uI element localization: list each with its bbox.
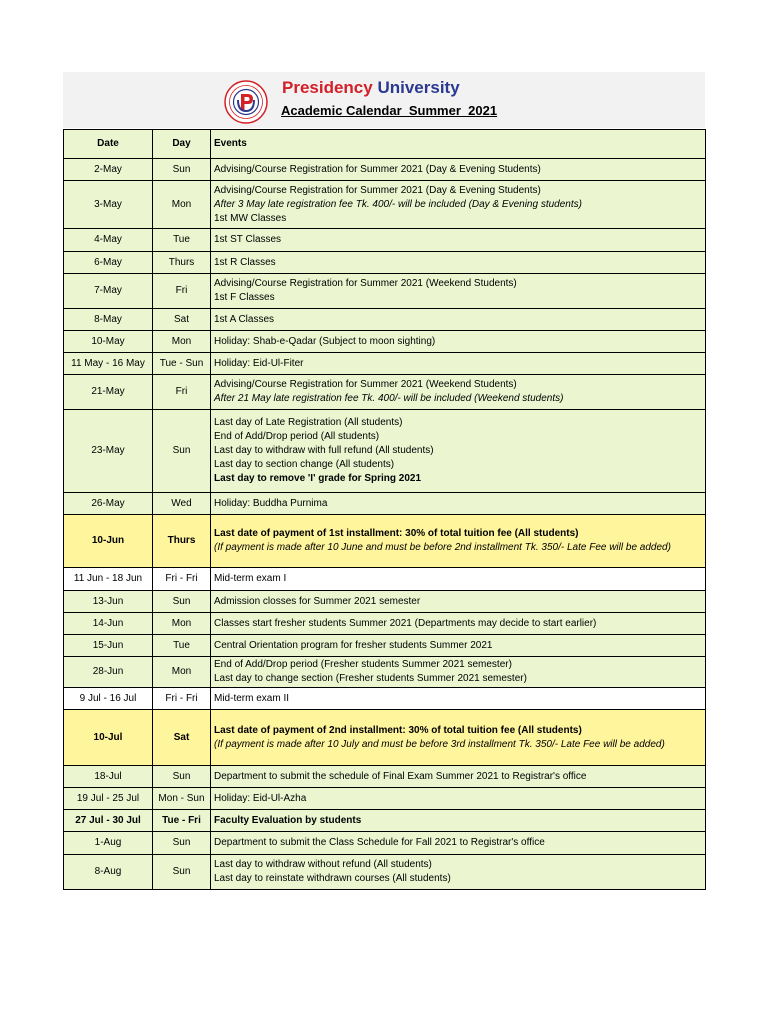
event-line: 1st ST Classes bbox=[214, 234, 282, 245]
event-line: Mid-term exam II bbox=[214, 692, 290, 704]
row-events bbox=[211, 766, 706, 788]
row-date: 11 Jun - 18 Jun bbox=[64, 568, 153, 591]
university-name bbox=[282, 78, 460, 98]
table-row bbox=[64, 274, 706, 309]
row-day: Tue - Sun bbox=[153, 353, 211, 375]
row-date: 10-Jul bbox=[64, 710, 153, 766]
column-header-day: Day bbox=[153, 130, 211, 159]
row-events bbox=[211, 688, 706, 710]
row-day: Fri bbox=[153, 274, 211, 309]
row-events bbox=[211, 613, 706, 635]
row-events bbox=[211, 810, 706, 832]
row-day: Sat bbox=[153, 309, 211, 331]
row-date: 2-May bbox=[64, 159, 153, 181]
row-events bbox=[211, 410, 706, 493]
row-events bbox=[211, 229, 706, 252]
row-date: 19 Jul - 25 Jul bbox=[64, 788, 153, 810]
row-date: 4-May bbox=[64, 229, 153, 252]
event-line: (If payment is made after 10 July and must be before 3rd installment Tk. 350/- Late Fee will be added) bbox=[214, 738, 665, 750]
event-line: 1st F Classes bbox=[214, 292, 275, 303]
column-header-events: Events bbox=[211, 130, 706, 159]
table-row bbox=[64, 832, 706, 855]
university-logo bbox=[224, 80, 268, 124]
row-date: 26-May bbox=[64, 493, 153, 515]
university-name-part1: Presidency bbox=[282, 78, 373, 97]
event-line: Last day to section change (All students) bbox=[214, 459, 395, 470]
row-day: Sun bbox=[153, 159, 211, 181]
row-date: 6-May bbox=[64, 252, 153, 274]
calendar-title: Academic Calendar Summer 2021 bbox=[281, 103, 498, 118]
table-row bbox=[64, 810, 706, 832]
row-date: 8-May bbox=[64, 309, 153, 331]
table-row bbox=[64, 375, 706, 410]
row-events bbox=[211, 331, 706, 353]
event-line: 1st MW Classes bbox=[214, 212, 287, 224]
event-line: Last day of Late Registration (All students) bbox=[214, 417, 403, 428]
row-day: Tue bbox=[153, 229, 211, 252]
event-line: Last day to remove 'I' grade for Spring 2021 bbox=[214, 473, 422, 484]
table-row bbox=[64, 515, 706, 568]
row-events bbox=[211, 309, 706, 331]
event-line: Advising/Course Registration for Summer 2021 (Weekend Students) bbox=[214, 379, 517, 390]
row-events bbox=[211, 710, 706, 766]
table-row bbox=[64, 788, 706, 810]
row-date: 23-May bbox=[64, 410, 153, 493]
row-day: Fri - Fri bbox=[153, 688, 211, 710]
event-line: Advising/Course Registration for Summer 2021 (Day & Evening Students) bbox=[214, 184, 541, 196]
event-line: Department to submit the Class Schedule for Fall 2021 to Registrar's office bbox=[214, 837, 545, 848]
table-row bbox=[64, 568, 706, 591]
event-line: After 21 May late registration fee Tk. 400/- will be included (Weekend students) bbox=[214, 393, 564, 404]
table-row bbox=[64, 635, 706, 657]
row-date: 21-May bbox=[64, 375, 153, 410]
event-line: Last date of payment of 2nd installment: 30% of total tuition fee (All students) bbox=[214, 724, 582, 736]
event-line: Holiday: Buddha Purnima bbox=[214, 497, 328, 509]
row-day: Wed bbox=[153, 493, 211, 515]
row-events bbox=[211, 657, 706, 688]
event-line: Holiday: Eid-Ul-Azha bbox=[214, 792, 307, 804]
table-row bbox=[64, 766, 706, 788]
row-day: Mon bbox=[153, 181, 211, 229]
row-day: Fri bbox=[153, 375, 211, 410]
row-date: 10-May bbox=[64, 331, 153, 353]
row-date: 10-Jun bbox=[64, 515, 153, 568]
row-day: Sat bbox=[153, 710, 211, 766]
row-date: 15-Jun bbox=[64, 635, 153, 657]
row-date: 14-Jun bbox=[64, 613, 153, 635]
row-events bbox=[211, 591, 706, 613]
row-date: 27 Jul - 30 Jul bbox=[64, 810, 153, 832]
event-line: End of Add/Drop period (Fresher students Summer 2021 semester) bbox=[214, 659, 512, 670]
table-row bbox=[64, 309, 706, 331]
row-day: Tue bbox=[153, 635, 211, 657]
event-line: Mid-term exam I bbox=[214, 573, 287, 584]
event-line: Department to submit the schedule of Final Exam Summer 2021 to Registrar's office bbox=[214, 770, 587, 782]
event-line: Admission closses for Summer 2021 semester bbox=[214, 595, 421, 607]
row-date: 7-May bbox=[64, 274, 153, 309]
university-name-part2: University bbox=[377, 78, 460, 97]
table-row bbox=[64, 410, 706, 493]
event-line: 1st A Classes bbox=[214, 313, 275, 325]
row-events bbox=[211, 375, 706, 410]
event-line: After 3 May late registration fee Tk. 400/- will be included (Day & Evening students) bbox=[214, 198, 582, 210]
event-line: Faculty Evaluation by students bbox=[214, 814, 362, 826]
event-line: Advising/Course Registration for Summer 2021 (Day & Evening Students) bbox=[214, 163, 541, 175]
row-day: Thurs bbox=[153, 252, 211, 274]
row-date: 28-Jun bbox=[64, 657, 153, 688]
row-day: Sun bbox=[153, 410, 211, 493]
row-date: 11 May - 16 May bbox=[64, 353, 153, 375]
row-day: Sun bbox=[153, 591, 211, 613]
table-row bbox=[64, 252, 706, 274]
row-day: Mon bbox=[153, 331, 211, 353]
row-events bbox=[211, 568, 706, 591]
table-row bbox=[64, 657, 706, 688]
row-day: Mon bbox=[153, 657, 211, 688]
event-line: Central Orientation program for fresher students Summer 2021 bbox=[214, 639, 493, 651]
event-line: Classes start fresher students Summer 2021 (Departments may decide to start earlier) bbox=[214, 617, 597, 629]
row-events bbox=[211, 181, 706, 229]
event-line: Last day to change section (Fresher students Summer 2021 semester) bbox=[214, 673, 527, 684]
table-row bbox=[64, 855, 706, 890]
row-events bbox=[211, 788, 706, 810]
row-date: 13-Jun bbox=[64, 591, 153, 613]
row-events bbox=[211, 855, 706, 890]
row-day: Thurs bbox=[153, 515, 211, 568]
row-day: Fri - Fri bbox=[153, 568, 211, 591]
event-line: Last date of payment of 1st installment: 30% of total tuition fee (All students) bbox=[214, 528, 579, 539]
row-events bbox=[211, 159, 706, 181]
table-row bbox=[64, 591, 706, 613]
row-day: Sun bbox=[153, 855, 211, 890]
table-row bbox=[64, 229, 706, 252]
table-row bbox=[64, 353, 706, 375]
calendar-table bbox=[63, 129, 706, 890]
table-row bbox=[64, 331, 706, 353]
row-day: Mon - Sun bbox=[153, 788, 211, 810]
row-events bbox=[211, 493, 706, 515]
row-events bbox=[211, 353, 706, 375]
row-day: Mon bbox=[153, 613, 211, 635]
row-day: Tue - Fri bbox=[153, 810, 211, 832]
row-events bbox=[211, 635, 706, 657]
event-line: Last day to withdraw without refund (All students) bbox=[214, 859, 432, 870]
table-row bbox=[64, 493, 706, 515]
event-line: End of Add/Drop period (All students) bbox=[214, 431, 380, 442]
event-line: 1st R Classes bbox=[214, 256, 276, 268]
event-line: Last day to reinstate withdrawn courses (All students) bbox=[214, 873, 451, 884]
event-line: Holiday: Shab-e-Qadar (Subject to moon sighting) bbox=[214, 335, 436, 347]
table-row bbox=[64, 710, 706, 766]
row-date: 18-Jul bbox=[64, 766, 153, 788]
row-events bbox=[211, 515, 706, 568]
event-line: (If payment is made after 10 June and must be before 2nd installment Tk. 350/- Late Fee will be added) bbox=[214, 542, 671, 553]
table-row bbox=[64, 181, 706, 229]
event-line: Last day to withdraw with full refund (All students) bbox=[214, 445, 434, 456]
row-day: Sun bbox=[153, 766, 211, 788]
row-events bbox=[211, 252, 706, 274]
row-date: 9 Jul - 16 Jul bbox=[64, 688, 153, 710]
event-line: Advising/Course Registration for Summer 2021 (Weekend Students) bbox=[214, 278, 517, 289]
row-day: Sun bbox=[153, 832, 211, 855]
row-date: 3-May bbox=[64, 181, 153, 229]
table-row bbox=[64, 688, 706, 710]
table-row bbox=[64, 159, 706, 181]
row-events bbox=[211, 274, 706, 309]
column-header-date: Date bbox=[64, 130, 153, 159]
event-line: Holiday: Eid-Ul-Fiter bbox=[214, 357, 304, 369]
table-row bbox=[64, 613, 706, 635]
row-events bbox=[211, 832, 706, 855]
row-date: 8-Aug bbox=[64, 855, 153, 890]
row-date: 1-Aug bbox=[64, 832, 153, 855]
